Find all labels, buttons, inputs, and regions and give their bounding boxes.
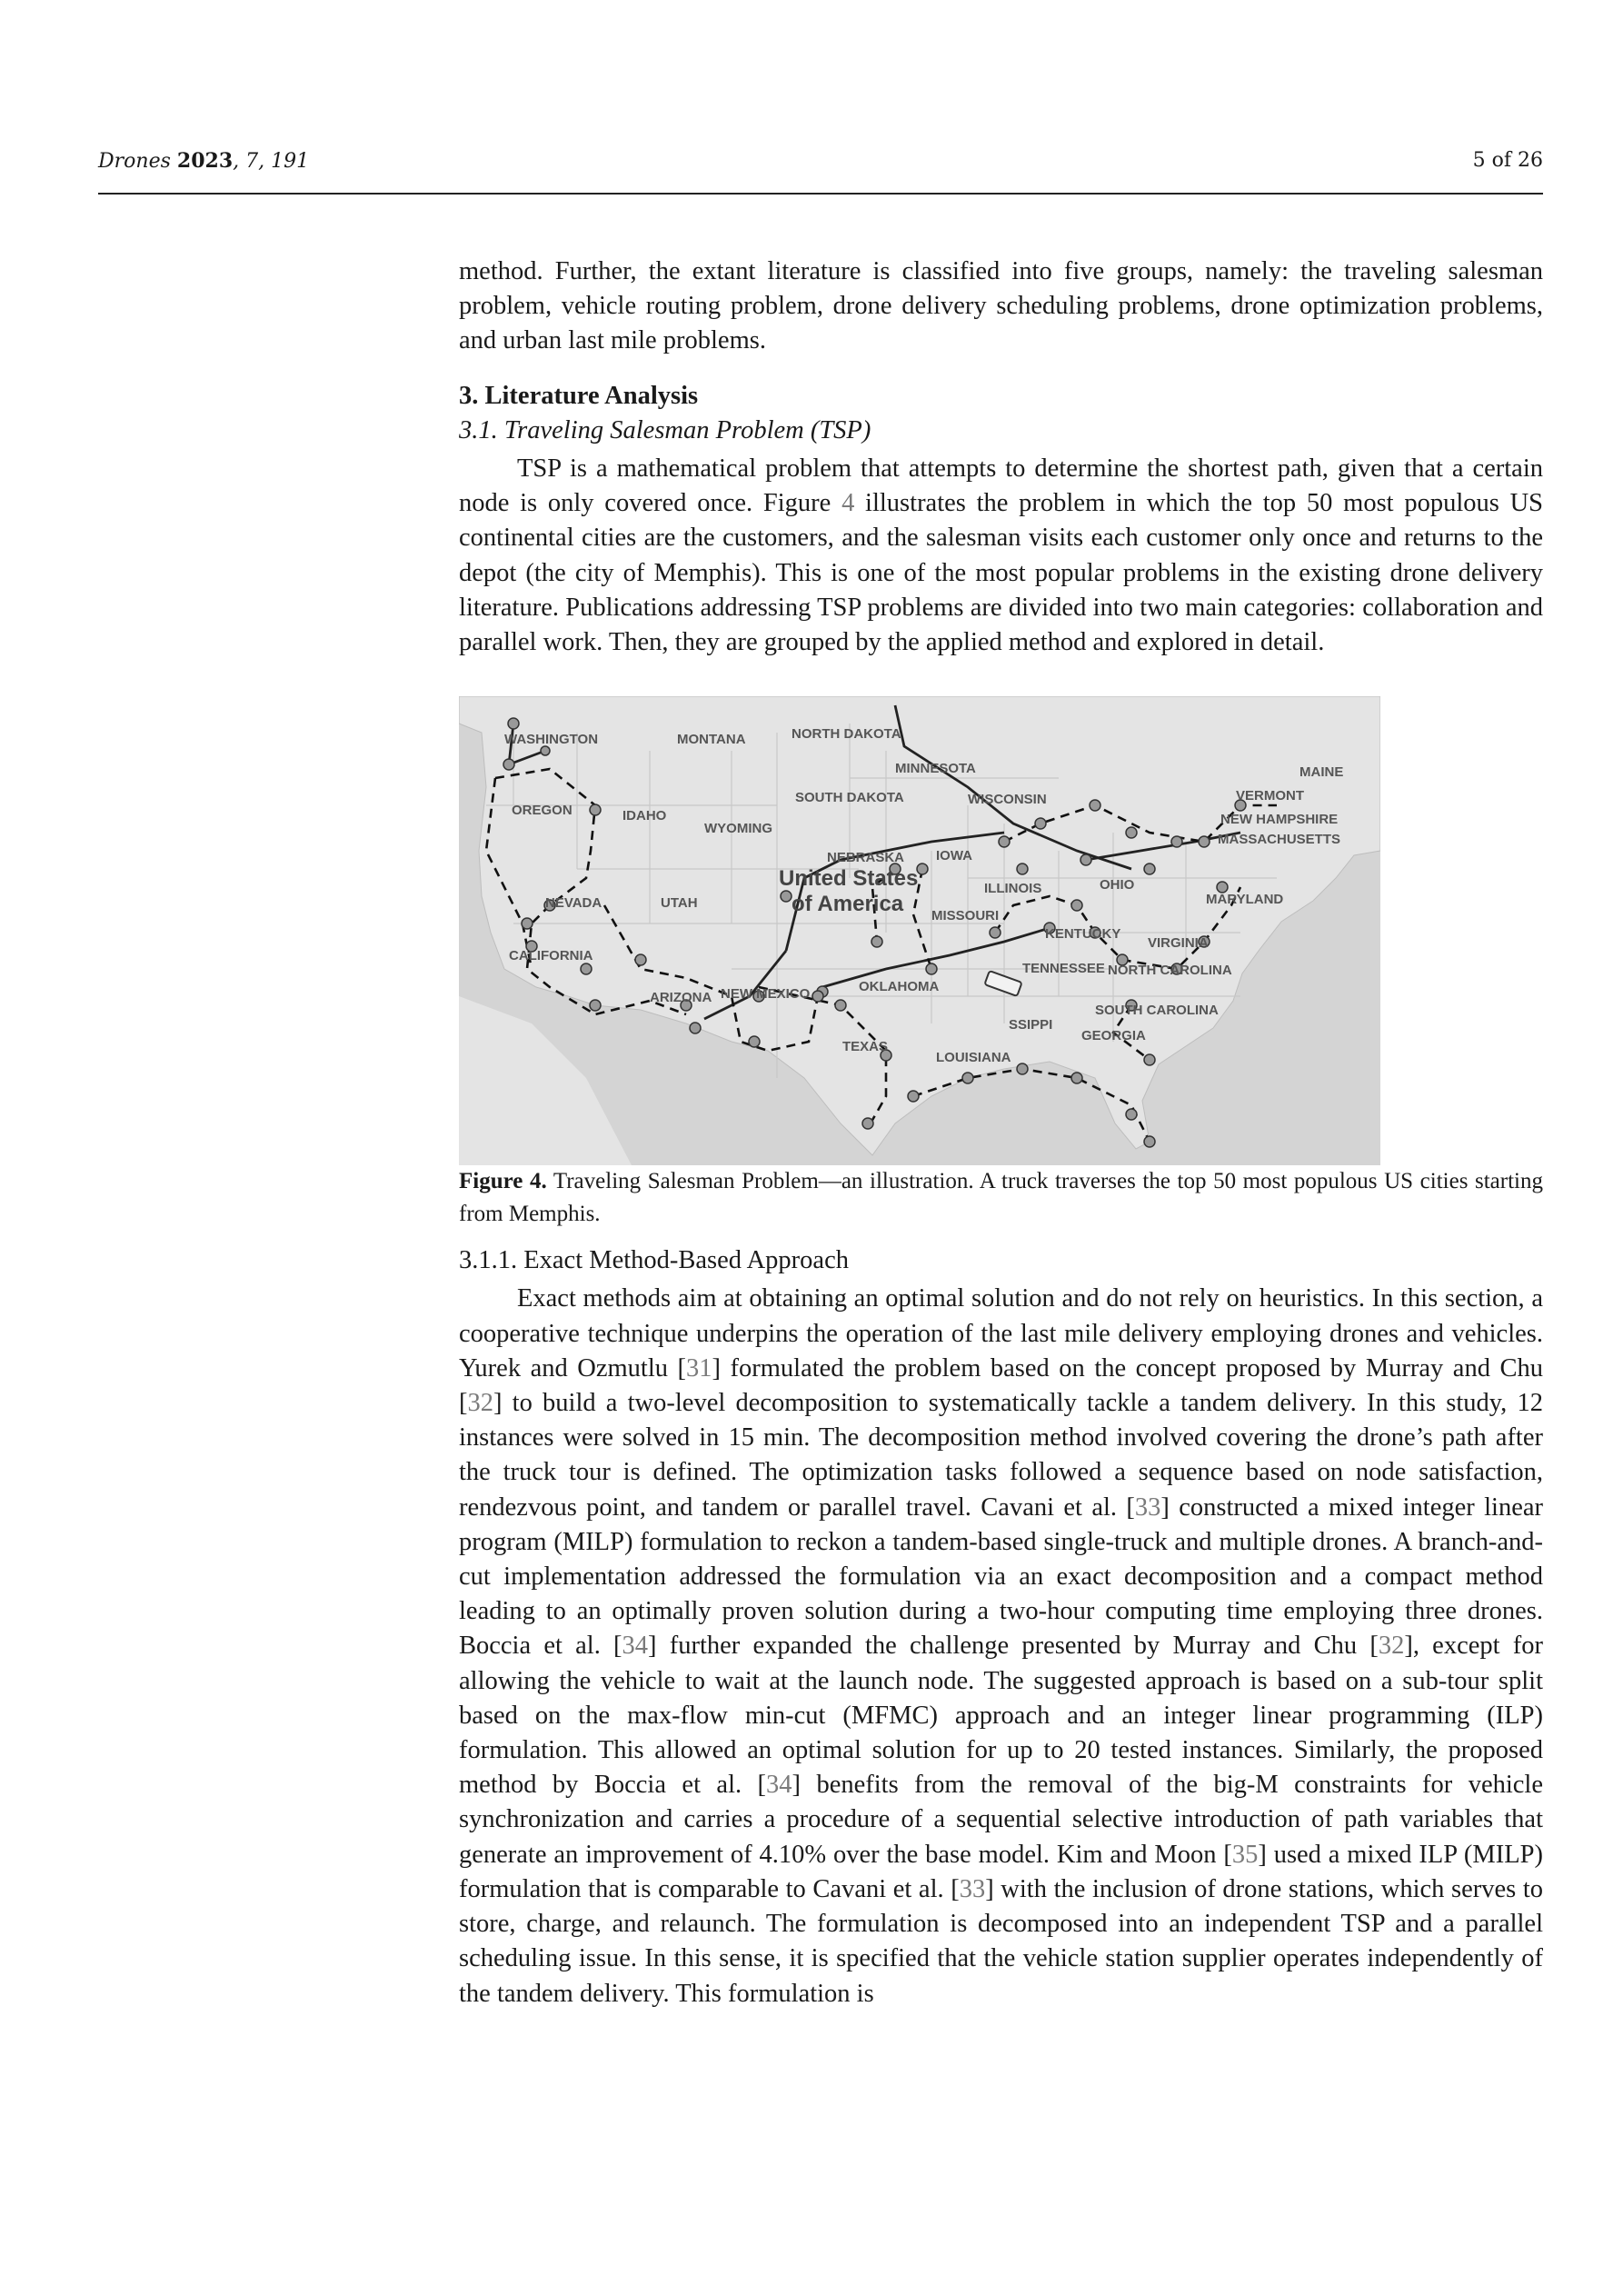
citation-link[interactable]: 32 (1378, 1632, 1405, 1661)
figure-4-map (459, 696, 1380, 1165)
map-label-north-carolina: NORTH CAROLINA (1108, 963, 1232, 979)
map-label-south-dakota: SOUTH DAKOTA (795, 790, 904, 806)
exact-text-6: ], except for allowing the vehicle to wait at the launch node. The suggested approach is based on a sub-tour split based on the max-flow min-cut (MFMC) approach and an integer linear programming (ILP) formulation. This allowed an optimal solution for up to 20 tested instances. Similarly, the proposed method by Boccia et al. [ (459, 1632, 1543, 1800)
tsp-paragraph (459, 452, 1543, 660)
map-label-nebraska: NEBRASKA (827, 850, 905, 866)
map-label-maine: MAINE (1299, 764, 1344, 781)
map-label-kentucky: KENTUCKY (1045, 926, 1121, 943)
map-label-country-line2: of America (792, 892, 904, 917)
citation-link[interactable]: 32 (467, 1389, 493, 1418)
map-label-montana: MONTANA (677, 732, 746, 748)
map-label-new-mexico: NEW MEXICO (721, 986, 811, 1003)
map-label-nevada: NEVADA (545, 895, 602, 912)
tsp-text-1: TSP is a mathematical problem that attempts to determine the shortest path, given that a certain node is only covered once. Figure (459, 454, 1543, 518)
map-label-mississippi: SSIPPI (1009, 1017, 1053, 1033)
citation-link[interactable]: 33 (959, 1874, 986, 1903)
map-label-texas: TEXAS (842, 1039, 889, 1055)
exact-text-1: Exact methods aim at obtaining an optimal solution and do not rely on heuristics. In this section, a cooperative technique underpins the operation of the last mile delivery employing drones and vehicles. Yurek and Ozmutlu [ (459, 1284, 1543, 1383)
map-label-georgia: GEORGIA (1081, 1028, 1146, 1044)
map-label-minnesota: MINNESOTA (895, 761, 976, 777)
map-label-virginia: VIRGINIA (1148, 935, 1209, 952)
exact-text-9: ] with the inclusion of drone stations, which serves to store, charge, and relaunch. The formulation is decomposed into an independent TSP and a parallel scheduling issue. In this sense, it is specified that the vehicle station supplier operates independently of the tandem delivery. This formulation is (459, 1874, 1543, 2008)
map-label-california: CALIFORNIA (509, 948, 593, 964)
map-label-south-carolina: SOUTH CAROLINA (1095, 1003, 1219, 1019)
map-label-idaho: IDAHO (622, 808, 667, 824)
map-label-washington: WASHINGTON (504, 732, 599, 748)
journal-citation (98, 149, 309, 173)
map-label-arizona: ARIZONA (650, 990, 712, 1006)
map-label-wyoming: WYOMING (704, 821, 772, 837)
citation-link[interactable]: 34 (622, 1632, 649, 1661)
header-rule (98, 193, 1543, 195)
map-label-vermont: VERMONT (1236, 788, 1304, 804)
map-label-north-dakota: NORTH DAKOTA (792, 726, 901, 743)
citation-link[interactable]: 35 (1231, 1840, 1259, 1869)
map-label-missouri: MISSOURI (931, 908, 1000, 924)
exact-text-2: ] formulated the problem based on the concept proposed by Murray and Chu [ (459, 1353, 1543, 1418)
citation-link[interactable]: 31 (686, 1353, 712, 1383)
tsp-text-2: illustrates the problem in which the top 50 most populous US continental cities are the customers, and the salesman visits each customer only once and returns to the depot (the city of Memphis). This is one of the most popular problems in the existing drone delivery literature. Publications addressing TSP problems are divided into two main categories: collaboration and parallel work. Then, they are grouped by the applied method and explored in detail. (459, 489, 1544, 657)
page-number: 5 of 26 (1472, 149, 1543, 172)
section-heading: 3. Literature Analysis (459, 381, 699, 410)
map-label-wisconsin: WISCONSIN (968, 792, 1047, 808)
map-label-oklahoma: OKLAHOMA (859, 979, 940, 995)
article-body (459, 255, 1543, 2011)
exact-text-7: ] benefits from the removal of the big-M constraints for vehicle synchronization and carries a procedure of a sequential selective introduction of path variables that generate an improvement of 4.10% over the base model. Kim and Moon [ (459, 1771, 1543, 1869)
figure-caption-text: Traveling Salesman Problem—an illustration. A truck traverses the top 50 most populous US cities starting from Memphis. (459, 1169, 1543, 1227)
journal-name: Drones (98, 150, 171, 173)
map-label-louisiana: LOUISIANA (936, 1050, 1011, 1066)
exact-text-3: ] to build a two-level decomposition to systematically tackle a tandem delivery. In this study, 12 instances were solved in 15 min. The decomposition method involved covering the drone’s path after the truck tour is defined. The optimization tasks followed a sequence based on node satisfaction, rendezvous point, and tandem or parallel travel. Cavani et al. [ (459, 1389, 1543, 1522)
map-label-oregon: OREGON (512, 803, 573, 819)
map-label-tennessee: TENNESSEE (1022, 961, 1105, 977)
figure-reference-link[interactable]: 4 (841, 489, 855, 518)
journal-volume: , 7, 191 (233, 150, 310, 173)
map-label-iowa: IOWA (936, 848, 972, 864)
exact-text-4: ] constructed a mixed integer linear program (MILP) formulation to reckon a tandem-based single-truck and multiple drones. A branch-and-cut implementation addressed the formulation via an exact decomposition and a compact method leading to an optimally proven solution during a two-hour computing time employing three drones. Boccia et al. [ (459, 1492, 1543, 1661)
journal-year: 2023 (176, 149, 234, 173)
map-label-utah: UTAH (661, 895, 698, 912)
exact-methods-paragraph (459, 1282, 1543, 2011)
map-label-ohio: OHIO (1100, 877, 1135, 893)
subsubsection-heading: 3.1.1. Exact Method-Based Approach (459, 1246, 849, 1275)
subsection-heading: 3.1. Traveling Salesman Problem (TSP) (459, 415, 871, 444)
map-label-illinois: ILLINOIS (984, 881, 1042, 897)
figure-label: Figure 4. (459, 1169, 547, 1194)
citation-link[interactable]: 34 (766, 1771, 792, 1800)
us-route-map (459, 696, 1380, 1165)
map-label-country-line1: United States (779, 866, 919, 892)
figure-caption (459, 1165, 1543, 1231)
map-label-maryland: MARYLAND (1206, 892, 1284, 908)
exact-text-5: ] further expanded the challenge presented by Murray and Chu [ (648, 1632, 1379, 1661)
intro-paragraph: method. Further, the extant literature is classified into five groups, namely: the traveling salesman problem, vehicle routing problem, drone delivery scheduling problems, drone optimization problems, and urban last mile problems. (459, 257, 1543, 355)
map-label-massachusetts: MASSACHUSETTS (1218, 832, 1341, 848)
map-label-new-hampshire: NEW HAMPSHIRE (1220, 812, 1339, 828)
citation-link[interactable]: 33 (1134, 1492, 1161, 1522)
exact-text-8: ] used a mixed ILP (MILP) formulation that is comparable to Cavani et al. [ (459, 1840, 1543, 1903)
